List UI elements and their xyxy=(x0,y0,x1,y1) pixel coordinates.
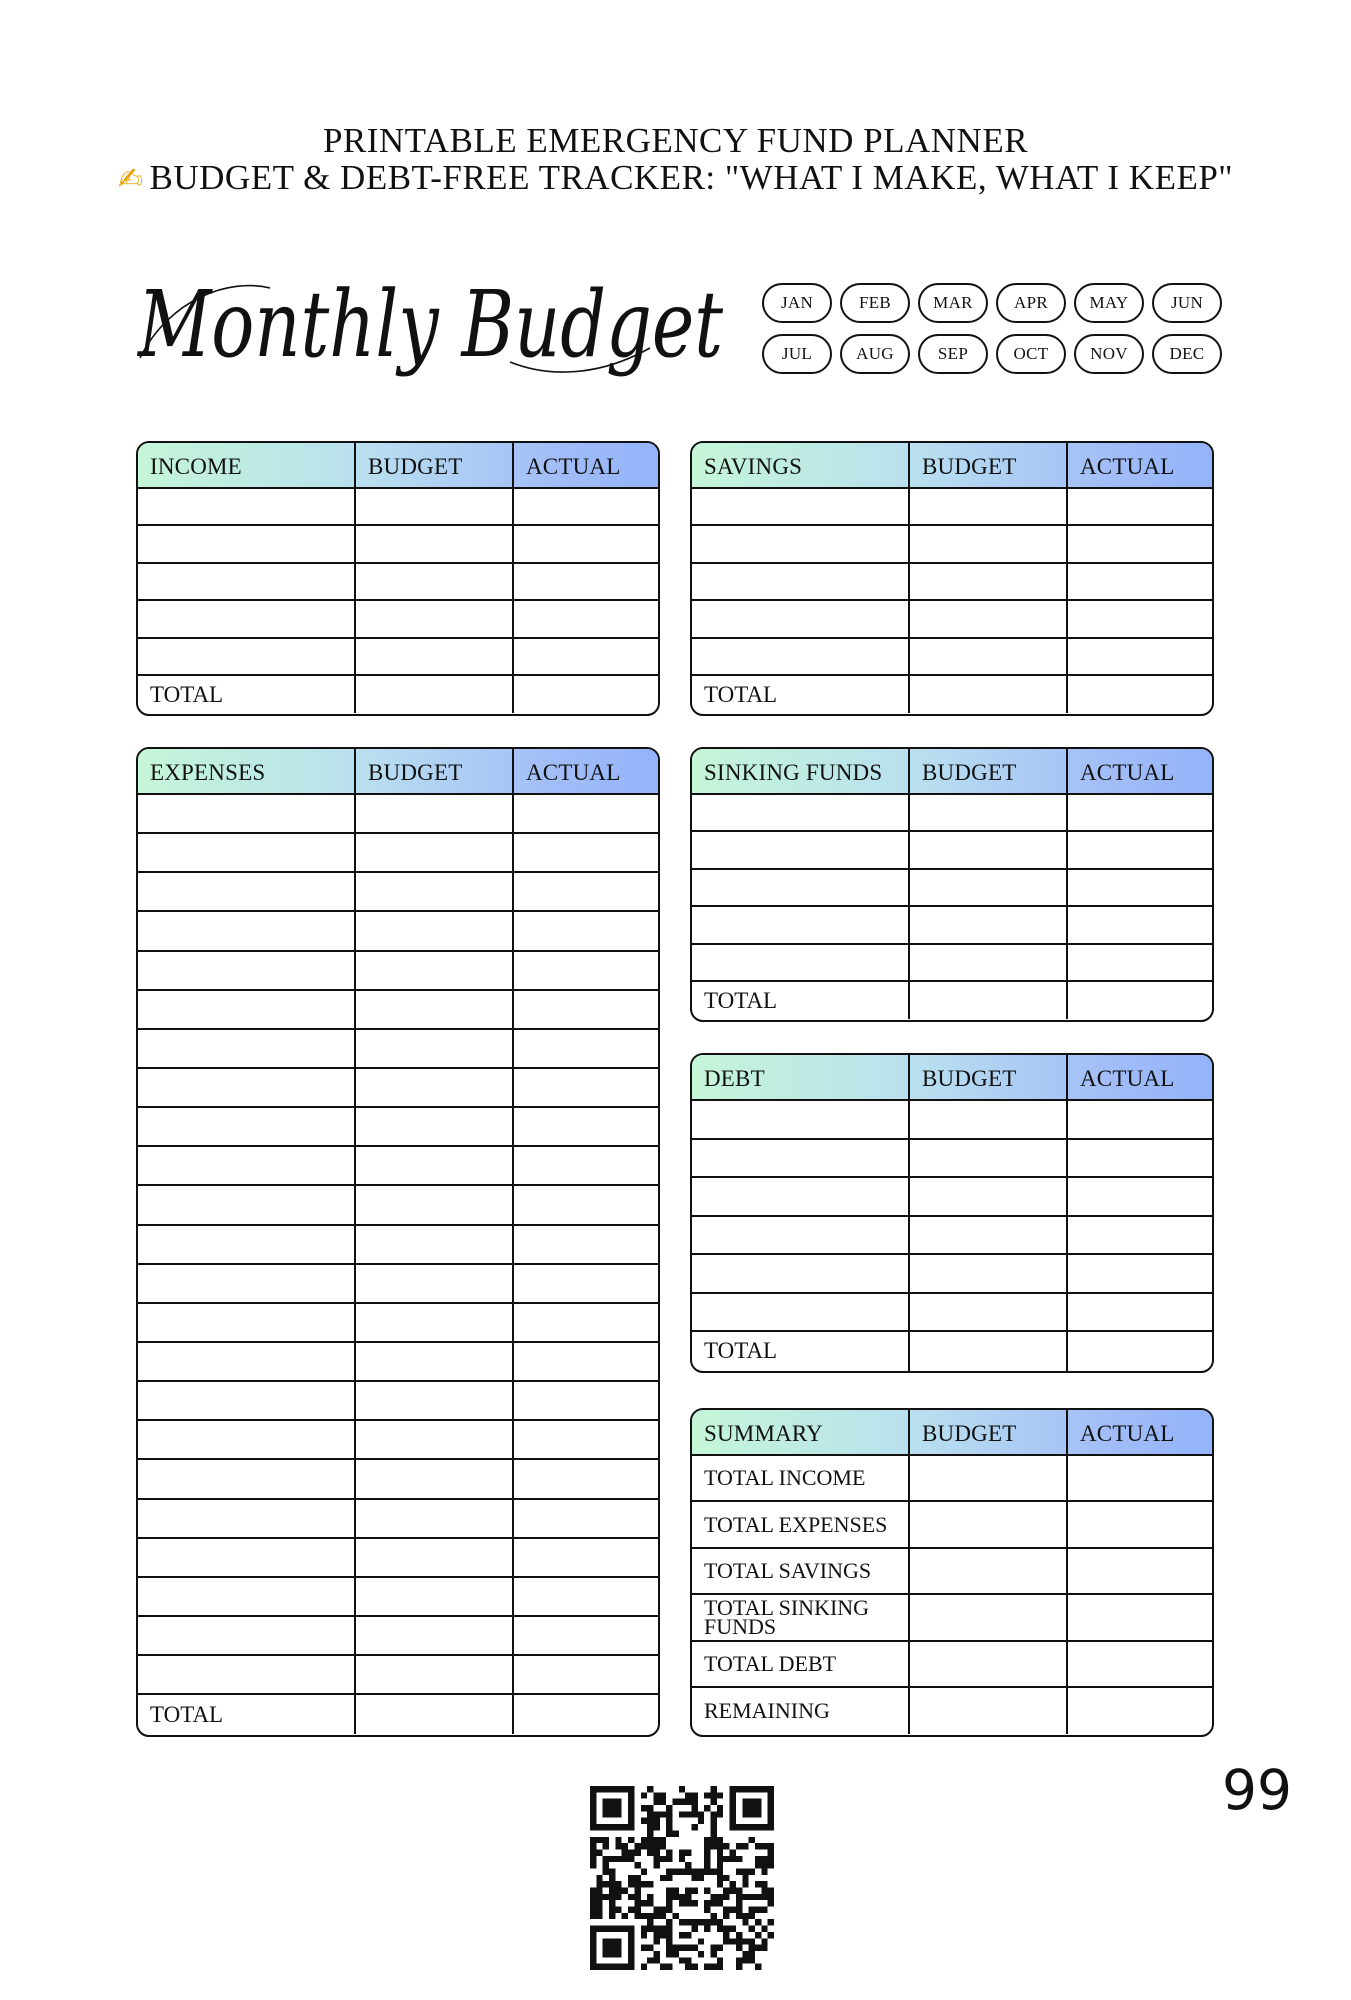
sinking_funds-row xyxy=(692,945,1212,982)
expenses-cell[interactable] xyxy=(356,1656,514,1693)
expenses-cell[interactable] xyxy=(356,991,514,1028)
sinking_funds-header xyxy=(692,749,1212,795)
summary-budget-cell[interactable] xyxy=(910,1502,1068,1546)
month-pill-jul[interactable]: JUL xyxy=(762,334,832,374)
expenses-cell[interactable] xyxy=(356,1265,514,1302)
savings-cell[interactable] xyxy=(692,639,910,674)
summary-budget-cell[interactable] xyxy=(910,1456,1068,1500)
debt-cell[interactable] xyxy=(910,1217,1068,1254)
summary-row xyxy=(692,1595,1212,1641)
expenses-cell[interactable] xyxy=(138,1460,356,1497)
income-cell[interactable] xyxy=(356,601,514,636)
savings-table xyxy=(690,441,1214,716)
expenses-cell[interactable] xyxy=(138,1226,356,1263)
income-cell[interactable] xyxy=(514,639,658,674)
income-table xyxy=(136,441,660,716)
expenses-cell[interactable] xyxy=(514,1578,658,1615)
script-title-text: Monthly Budget xyxy=(136,271,724,378)
savings-cell[interactable] xyxy=(1068,489,1212,524)
debt-total-row xyxy=(692,1332,1212,1371)
expenses-row xyxy=(138,1539,658,1578)
summary-budget-cell[interactable] xyxy=(910,1642,1068,1686)
summary-actual-cell[interactable] xyxy=(1068,1595,1212,1639)
summary-header-budget: BUDGET xyxy=(910,1410,1068,1454)
sinking_funds-total-label: TOTAL xyxy=(692,982,910,1019)
savings-row xyxy=(692,526,1212,563)
expenses-row xyxy=(138,1304,658,1343)
expenses-row xyxy=(138,1578,658,1617)
expenses-cell[interactable] xyxy=(138,991,356,1028)
summary-header xyxy=(692,1410,1212,1456)
income-header-actual: ACTUAL xyxy=(526,453,621,479)
expenses-cell[interactable] xyxy=(514,1617,658,1654)
expenses-cell[interactable] xyxy=(356,1500,514,1537)
expenses-cell[interactable] xyxy=(138,1343,356,1380)
expenses-cell[interactable] xyxy=(138,1578,356,1615)
savings-total-row xyxy=(692,676,1212,713)
expenses-cell[interactable] xyxy=(514,1460,658,1497)
sinking_funds-cell[interactable] xyxy=(1068,945,1212,980)
expenses-cell[interactable] xyxy=(138,1617,356,1654)
expenses-cell[interactable] xyxy=(514,912,658,949)
summary-actual-cell[interactable] xyxy=(1068,1688,1212,1734)
expenses-cell[interactable] xyxy=(514,1421,658,1458)
expenses-cell[interactable] xyxy=(514,1108,658,1145)
summary-budget-cell[interactable] xyxy=(910,1595,1068,1639)
summary-table xyxy=(690,1408,1214,1737)
savings-total-budget[interactable] xyxy=(910,676,1068,713)
summary-row xyxy=(692,1642,1212,1688)
expenses-row xyxy=(138,1343,658,1382)
income-cell[interactable] xyxy=(356,489,514,524)
monthly-budget-script-title xyxy=(130,258,730,388)
sinking_funds-cell[interactable] xyxy=(692,907,910,942)
expenses-cell[interactable] xyxy=(138,952,356,989)
expenses-row xyxy=(138,912,658,951)
debt-row xyxy=(692,1140,1212,1179)
expenses-cell[interactable] xyxy=(138,912,356,949)
month-pill-oct[interactable]: OCT xyxy=(996,334,1066,374)
debt-cell[interactable] xyxy=(1068,1294,1212,1331)
expenses-row xyxy=(138,1265,658,1304)
expenses-cell[interactable] xyxy=(356,952,514,989)
summary-header-actual: ACTUAL xyxy=(1080,1420,1175,1446)
debt-row xyxy=(692,1255,1212,1294)
expenses-cell[interactable] xyxy=(514,1147,658,1184)
expenses-cell[interactable] xyxy=(514,1030,658,1067)
income-header-label: INCOME xyxy=(138,443,356,487)
expenses-header xyxy=(138,749,658,795)
expenses-cell[interactable] xyxy=(514,1500,658,1537)
expenses-cell[interactable] xyxy=(356,1226,514,1263)
summary-label-total-income: TOTAL INCOME xyxy=(692,1456,910,1500)
savings-cell[interactable] xyxy=(910,526,1068,561)
expenses-cell[interactable] xyxy=(138,1304,356,1341)
income-cell[interactable] xyxy=(356,526,514,561)
sinking_funds-cell[interactable] xyxy=(910,832,1068,867)
debt-row xyxy=(692,1294,1212,1333)
summary-label-remaining: REMAINING xyxy=(692,1688,910,1734)
expenses-cell[interactable] xyxy=(514,991,658,1028)
sinking_funds-cell[interactable] xyxy=(692,795,910,830)
planner-subtitle-text: BUDGET & DEBT-FREE TRACKER: "WHAT I MAKE, WHAT I KEEP" xyxy=(149,158,1234,197)
expenses-row xyxy=(138,873,658,912)
sinking_funds-cell[interactable] xyxy=(910,945,1068,980)
summary-row xyxy=(692,1688,1212,1734)
sinking_funds-cell[interactable] xyxy=(1068,907,1212,942)
expenses-cell[interactable] xyxy=(356,1421,514,1458)
debt-cell[interactable] xyxy=(692,1101,910,1138)
summary-row xyxy=(692,1456,1212,1502)
expenses-row xyxy=(138,1226,658,1265)
income-row xyxy=(138,639,658,676)
expenses-row xyxy=(138,1382,658,1421)
expenses-cell[interactable] xyxy=(138,1500,356,1537)
summary-actual-cell[interactable] xyxy=(1068,1456,1212,1500)
expenses-cell[interactable] xyxy=(514,1382,658,1419)
savings-cell[interactable] xyxy=(910,601,1068,636)
expenses-cell[interactable] xyxy=(138,1186,356,1223)
month-pill-mar[interactable]: MAR xyxy=(918,283,988,323)
debt-row xyxy=(692,1101,1212,1140)
debt-cell[interactable] xyxy=(910,1140,1068,1177)
expenses-table xyxy=(136,747,660,1737)
summary-actual-cell[interactable] xyxy=(1068,1642,1212,1686)
expenses-cell[interactable] xyxy=(138,1421,356,1458)
expenses-row xyxy=(138,1500,658,1539)
expenses-cell[interactable] xyxy=(356,1186,514,1223)
page-number: 99 xyxy=(1222,1758,1292,1822)
expenses-header-label: EXPENSES xyxy=(138,749,356,793)
month-pill-nov[interactable]: NOV xyxy=(1074,334,1144,374)
sinking_funds-header-budget: BUDGET xyxy=(910,749,1068,793)
sinking_funds-row xyxy=(692,832,1212,869)
expenses-cell[interactable] xyxy=(138,1382,356,1419)
summary-label-total-debt: TOTAL DEBT xyxy=(692,1642,910,1686)
savings-cell[interactable] xyxy=(1068,639,1212,674)
income-row xyxy=(138,526,658,563)
expenses-cell[interactable] xyxy=(138,1539,356,1576)
savings-header-actual: ACTUAL xyxy=(1080,453,1175,479)
expenses-cell[interactable] xyxy=(138,795,356,832)
expenses-row xyxy=(138,952,658,991)
month-pill-jun[interactable]: JUN xyxy=(1152,283,1222,323)
income-cell[interactable] xyxy=(138,489,356,524)
income-cell[interactable] xyxy=(138,526,356,561)
sinking_funds-cell[interactable] xyxy=(910,907,1068,942)
summary-budget-cell[interactable] xyxy=(910,1688,1068,1734)
planner-title: PRINTABLE EMERGENCY FUND PLANNER xyxy=(322,121,1029,160)
sinking-funds-table xyxy=(690,747,1214,1022)
expenses-row xyxy=(138,991,658,1030)
debt-header xyxy=(692,1055,1212,1101)
debt-cell[interactable] xyxy=(910,1294,1068,1331)
expenses-cell[interactable] xyxy=(356,1108,514,1145)
sinking_funds-cell[interactable] xyxy=(692,870,910,905)
summary-label-total-expenses: TOTAL EXPENSES xyxy=(692,1502,910,1546)
month-pill-aug[interactable]: AUG xyxy=(840,334,910,374)
expenses-cell[interactable] xyxy=(514,873,658,910)
expenses-row xyxy=(138,1421,658,1460)
sinking_funds-cell[interactable] xyxy=(692,945,910,980)
savings-header xyxy=(692,443,1212,489)
income-cell[interactable] xyxy=(138,601,356,636)
debt-cell[interactable] xyxy=(692,1255,910,1292)
debt-cell[interactable] xyxy=(692,1217,910,1254)
month-selector xyxy=(762,283,1226,374)
expenses-cell[interactable] xyxy=(356,1382,514,1419)
expenses-cell[interactable] xyxy=(514,1656,658,1693)
sinking_funds-row xyxy=(692,870,1212,907)
expenses-cell[interactable] xyxy=(138,873,356,910)
debt-cell[interactable] xyxy=(692,1294,910,1331)
expenses-cell[interactable] xyxy=(514,952,658,989)
income-cell[interactable] xyxy=(138,564,356,599)
expenses-row xyxy=(138,1030,658,1069)
expenses-total-label: TOTAL xyxy=(138,1695,356,1734)
sinking_funds-row xyxy=(692,795,1212,832)
debt-total-label: TOTAL xyxy=(692,1332,910,1371)
expenses-row xyxy=(138,1460,658,1499)
savings-row xyxy=(692,564,1212,601)
writing-hand-icon: ✍ xyxy=(117,162,144,197)
debt-cell[interactable] xyxy=(1068,1140,1212,1177)
savings-total-actual[interactable] xyxy=(1068,676,1212,713)
debt-total-actual[interactable] xyxy=(1068,1332,1212,1371)
month-pill-apr[interactable]: APR xyxy=(996,283,1066,323)
expenses-cell[interactable] xyxy=(138,1265,356,1302)
expenses-cell[interactable] xyxy=(356,1030,514,1067)
income-header-budget: BUDGET xyxy=(356,443,514,487)
debt-table xyxy=(690,1053,1214,1373)
debt-total-budget[interactable] xyxy=(910,1332,1068,1371)
income-cell[interactable] xyxy=(356,564,514,599)
savings-header-budget: BUDGET xyxy=(910,443,1068,487)
expenses-row xyxy=(138,1186,658,1225)
savings-cell[interactable] xyxy=(910,639,1068,674)
summary-actual-cell[interactable] xyxy=(1068,1502,1212,1546)
income-total-actual[interactable] xyxy=(514,676,658,713)
expenses-cell[interactable] xyxy=(514,1343,658,1380)
income-total-budget[interactable] xyxy=(356,676,514,713)
expenses-cell[interactable] xyxy=(138,1147,356,1184)
savings-cell[interactable] xyxy=(692,601,910,636)
expenses-total-row xyxy=(138,1695,658,1734)
savings-row xyxy=(692,601,1212,638)
expenses-cell[interactable] xyxy=(356,1578,514,1615)
expenses-cell[interactable] xyxy=(356,1539,514,1576)
expenses-cell[interactable] xyxy=(514,1186,658,1223)
sinking_funds-total-budget[interactable] xyxy=(910,982,1068,1019)
debt-cell[interactable] xyxy=(910,1255,1068,1292)
summary-label-total-savings: TOTAL SAVINGS xyxy=(692,1549,910,1593)
summary-actual-cell[interactable] xyxy=(1068,1549,1212,1593)
expenses-row xyxy=(138,1656,658,1695)
summary-row xyxy=(692,1502,1212,1548)
savings-cell[interactable] xyxy=(1068,564,1212,599)
sinking_funds-cell[interactable] xyxy=(1068,870,1212,905)
expenses-cell[interactable] xyxy=(356,1617,514,1654)
expenses-cell[interactable] xyxy=(356,1069,514,1106)
qr-code xyxy=(590,1786,774,1970)
expenses-header-budget: BUDGET xyxy=(356,749,514,793)
expenses-cell[interactable] xyxy=(356,1304,514,1341)
expenses-row xyxy=(138,834,658,873)
expenses-row xyxy=(138,1108,658,1147)
savings-cell[interactable] xyxy=(910,489,1068,524)
month-pill-may[interactable]: MAY xyxy=(1074,283,1144,323)
debt-cell[interactable] xyxy=(910,1101,1068,1138)
expenses-cell[interactable] xyxy=(514,1304,658,1341)
expenses-cell[interactable] xyxy=(514,795,658,832)
income-cell[interactable] xyxy=(514,526,658,561)
expenses-cell[interactable] xyxy=(514,1226,658,1263)
debt-header-budget: BUDGET xyxy=(910,1055,1068,1099)
sinking_funds-total-actual[interactable] xyxy=(1068,982,1212,1019)
expenses-cell[interactable] xyxy=(514,834,658,871)
debt-cell[interactable] xyxy=(1068,1101,1212,1138)
savings-cell[interactable] xyxy=(1068,601,1212,636)
debt-cell[interactable] xyxy=(1068,1255,1212,1292)
income-cell[interactable] xyxy=(514,601,658,636)
debt-header-actual: ACTUAL xyxy=(1080,1065,1175,1091)
sinking_funds-header-label: SINKING FUNDS xyxy=(692,749,910,793)
savings-row xyxy=(692,489,1212,526)
expenses-row xyxy=(138,1147,658,1186)
sinking_funds-cell[interactable] xyxy=(1068,832,1212,867)
expenses-total-actual[interactable] xyxy=(514,1695,658,1734)
savings-row xyxy=(692,639,1212,676)
expenses-cell[interactable] xyxy=(356,1147,514,1184)
income-row xyxy=(138,489,658,526)
month-pill-dec[interactable]: DEC xyxy=(1152,334,1222,374)
expenses-header-actual: ACTUAL xyxy=(526,759,621,785)
sinking_funds-cell[interactable] xyxy=(1068,795,1212,830)
expenses-cell[interactable] xyxy=(514,1069,658,1106)
income-total-row xyxy=(138,676,658,713)
expenses-cell[interactable] xyxy=(356,1343,514,1380)
debt-cell[interactable] xyxy=(1068,1178,1212,1215)
income-cell[interactable] xyxy=(514,564,658,599)
sinking_funds-row xyxy=(692,907,1212,944)
month-pill-jan[interactable]: JAN xyxy=(762,283,832,323)
expenses-cell[interactable] xyxy=(356,795,514,832)
month-pill-feb[interactable]: FEB xyxy=(840,283,910,323)
savings-cell[interactable] xyxy=(1068,526,1212,561)
savings-cell[interactable] xyxy=(692,526,910,561)
savings-header-label: SAVINGS xyxy=(692,443,910,487)
sinking_funds-header-actual: ACTUAL xyxy=(1080,759,1175,785)
expenses-cell[interactable] xyxy=(356,912,514,949)
income-cell[interactable] xyxy=(514,489,658,524)
summary-budget-cell[interactable] xyxy=(910,1549,1068,1593)
expenses-cell[interactable] xyxy=(514,1265,658,1302)
month-pill-sep[interactable]: SEP xyxy=(918,334,988,374)
expenses-cell[interactable] xyxy=(514,1539,658,1576)
expenses-cell[interactable] xyxy=(356,1460,514,1497)
expenses-row xyxy=(138,1069,658,1108)
debt-header-label: DEBT xyxy=(692,1055,910,1099)
savings-cell[interactable] xyxy=(910,564,1068,599)
expenses-cell[interactable] xyxy=(138,1030,356,1067)
income-total-label: TOTAL xyxy=(138,676,356,713)
sinking_funds-cell[interactable] xyxy=(692,832,910,867)
sinking_funds-cell[interactable] xyxy=(910,870,1068,905)
expenses-cell[interactable] xyxy=(138,1108,356,1145)
expenses-cell[interactable] xyxy=(138,1656,356,1693)
expenses-row xyxy=(138,795,658,834)
sinking_funds-cell[interactable] xyxy=(910,795,1068,830)
expenses-cell[interactable] xyxy=(356,873,514,910)
savings-cell[interactable] xyxy=(692,564,910,599)
expenses-cell[interactable] xyxy=(138,834,356,871)
expenses-cell[interactable] xyxy=(356,834,514,871)
savings-cell[interactable] xyxy=(692,489,910,524)
savings-total-label: TOTAL xyxy=(692,676,910,713)
income-cell[interactable] xyxy=(138,639,356,674)
income-cell[interactable] xyxy=(356,639,514,674)
expenses-row xyxy=(138,1617,658,1656)
debt-cell[interactable] xyxy=(1068,1217,1212,1254)
expenses-cell[interactable] xyxy=(138,1069,356,1106)
debt-row xyxy=(692,1217,1212,1256)
planner-subtitle xyxy=(0,160,1351,195)
sinking_funds-total-row xyxy=(692,982,1212,1019)
summary-row xyxy=(692,1549,1212,1595)
debt-cell[interactable] xyxy=(692,1140,910,1177)
debt-cell[interactable] xyxy=(692,1178,910,1215)
income-header xyxy=(138,443,658,489)
expenses-total-budget[interactable] xyxy=(356,1695,514,1734)
income-row xyxy=(138,564,658,601)
summary-header-label: SUMMARY xyxy=(692,1410,910,1454)
summary-label-total-sinking-funds: TOTAL SINKING FUNDS xyxy=(692,1595,910,1639)
debt-row xyxy=(692,1178,1212,1217)
debt-cell[interactable] xyxy=(910,1178,1068,1215)
income-row xyxy=(138,601,658,638)
